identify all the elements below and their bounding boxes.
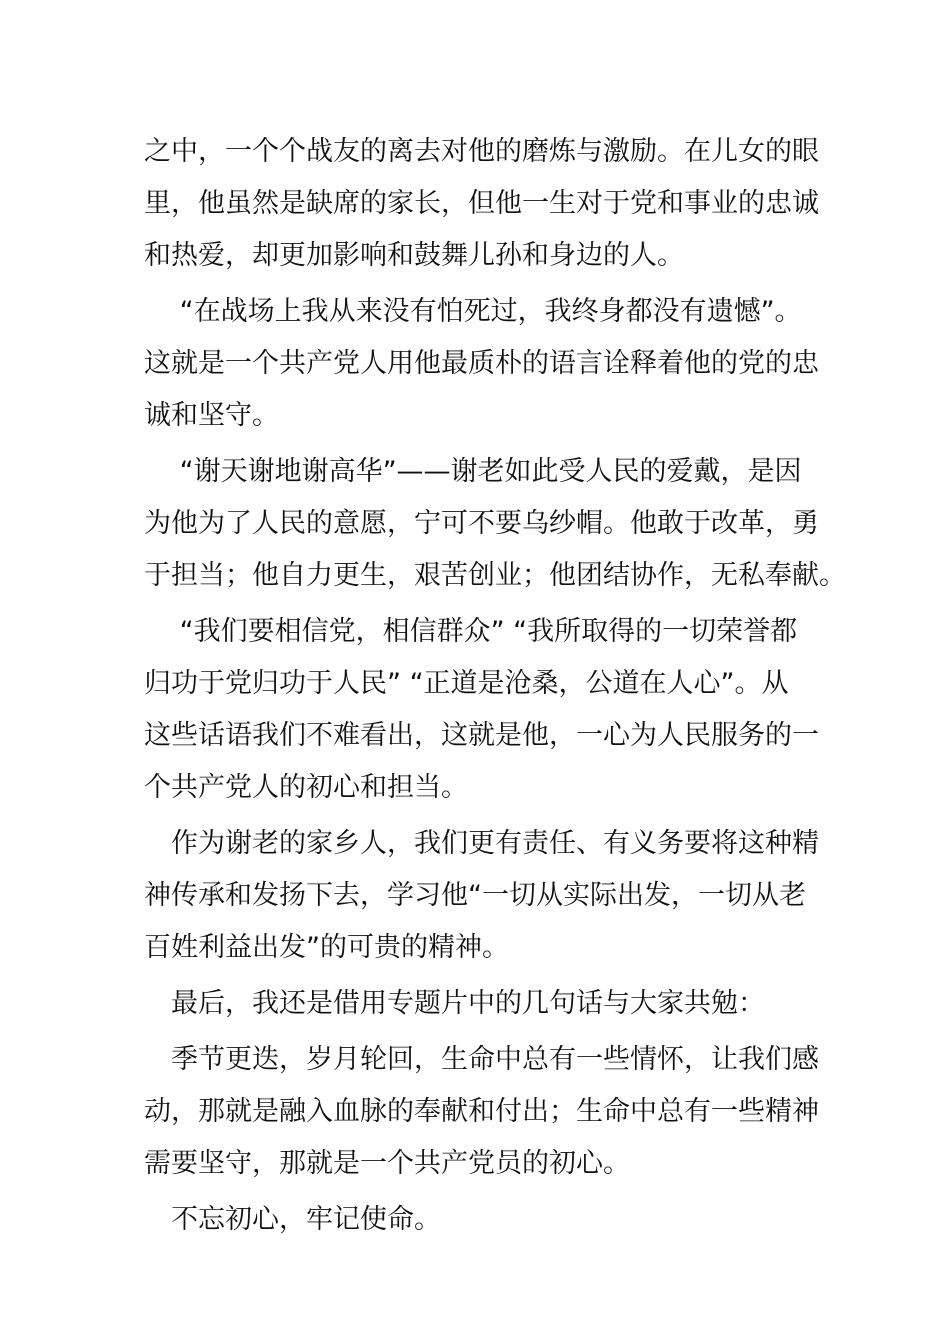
text-line: 不忘初心，牢记使命。 [144,1204,441,1235]
text-line: “在战场上我从来没有怕死过，我终身都没有遗憾”。 [144,296,802,327]
text-line: 为他为了人民的意愿，宁可不要乌纱帽。他敢于改革，勇 [144,508,819,539]
text-line: 之中，一个个战友的离去对他的磨炼与激励。在儿女的眼 [144,136,819,167]
paragraph-8 [144,1194,804,1246]
paragraph-5 [144,818,819,974]
paragraph-6 [144,978,804,1030]
paragraph-7 [144,1034,819,1190]
text-line: 神传承和发扬下去，学习他“一切从实际出发，一切从老 [144,880,806,911]
text-line: 季节更迭，岁月轮回，生命中总有一些情怀，让我们感 [144,1044,819,1075]
text-line: 作为谢老的家乡人，我们更有责任、有义务要将这种精 [144,828,819,859]
text-line: “谢天谢地谢高华”——谢老如此受人民的爱戴，是因 [144,456,802,487]
text-line: 于担当；他自力更生，艰苦创业；他团结协作，无私奉献。 [144,560,846,591]
text-line: 这就是一个共产党人用他最质朴的语言诠释着他的党的忠 [144,348,819,379]
text-line: 和热爱，却更加影响和鼓舞儿孙和身边的人。 [144,240,684,271]
text-line: 里，他虽然是缺席的家长，但他一生对于党和事业的忠诚 [144,188,819,219]
text-line: 需要坚守，那就是一个共产党员的初心。 [144,1148,630,1179]
text-line: “我们要相信党，相信群众” “我所取得的一切荣誉都 [144,616,798,647]
document-body [144,126,846,1250]
text-line: 最后，我还是借用专题片中的几句话与大家共勉： [144,988,765,1019]
paragraph-2 [144,286,819,442]
text-line: 归功于党归功于人民” “正道是沧桑，公道在人心”。从 [144,668,789,699]
paragraph-4 [144,606,819,814]
text-line: 这些话语我们不难看出，这就是他，一心为人民服务的一 [144,720,819,751]
text-line: 百姓利益出发”的可贵的精神。 [144,932,509,963]
text-line: 动，那就是融入血脉的奉献和付出；生命中总有一些精神 [144,1096,819,1127]
paragraph-1 [144,126,819,282]
paragraph-3 [144,446,846,602]
text-line: 个共产党人的初心和担当。 [144,772,468,803]
text-line: 诚和坚守。 [144,400,279,431]
